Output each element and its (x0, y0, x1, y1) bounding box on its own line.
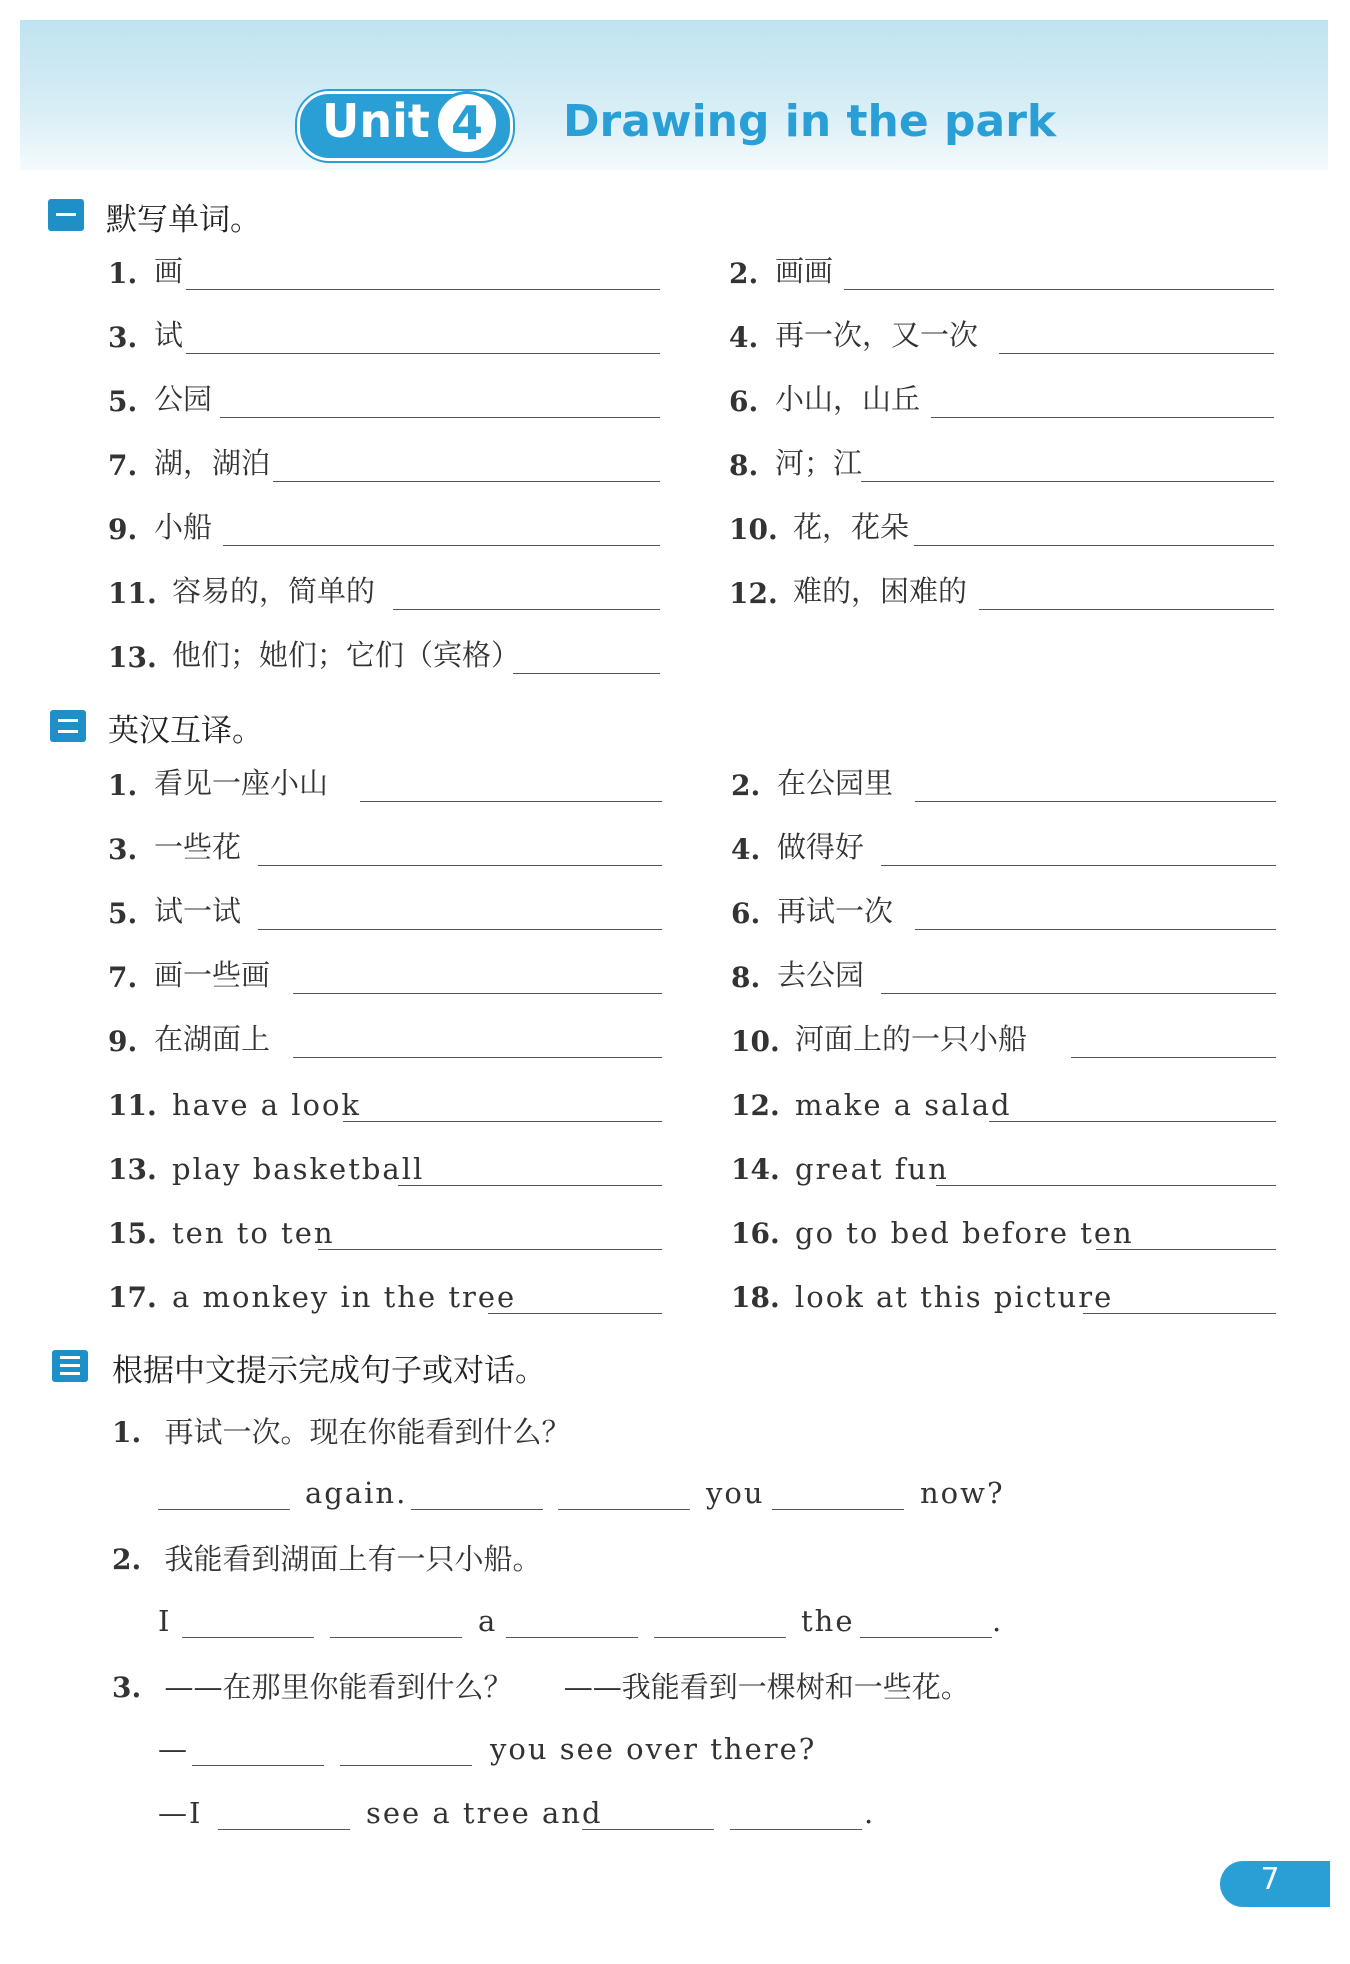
answer-word: you (706, 1476, 765, 1510)
answer-line[interactable] (273, 481, 660, 482)
s2-item-9 (108, 1018, 662, 1066)
item-prompt: 试一试 (154, 894, 242, 928)
item-number: 7. (108, 449, 138, 482)
answer-line[interactable] (915, 801, 1276, 802)
item-number: 3. (108, 833, 138, 866)
dialogue-dash: —I (158, 1796, 203, 1830)
item-prompt: 小山，山丘 (775, 382, 921, 416)
item-number: 11. (108, 577, 157, 610)
item-prompt: go to bed before ten (795, 1216, 1134, 1250)
s2-item-17 (108, 1274, 662, 1322)
item-prompt: 河；江 (775, 446, 863, 480)
item-number: 9. (108, 513, 138, 546)
item-prompt: 看见一座小山 (154, 766, 329, 800)
answer-line[interactable] (931, 417, 1274, 418)
section-two-title: 英汉互译。 (108, 713, 263, 749)
item-prompt: 在湖面上 (154, 1022, 271, 1056)
unit-label: Unit (322, 94, 430, 148)
question-prompt: 我能看到湖面上有一只小船。 (164, 1542, 542, 1576)
item-prompt: 去公园 (777, 958, 865, 992)
unit-number: 4 (435, 91, 499, 155)
answer-line[interactable] (1083, 1313, 1276, 1314)
item-prompt: 试 (154, 318, 184, 352)
answer-line[interactable] (915, 929, 1276, 930)
answer-line[interactable] (488, 1313, 662, 1314)
item-number: 11. (108, 1089, 157, 1122)
item-prompt: 做得好 (777, 830, 865, 864)
answer-line[interactable] (1071, 1057, 1276, 1058)
answer-blank[interactable] (182, 1637, 314, 1638)
item-prompt: 再试一次 (777, 894, 894, 928)
item-prompt: 在公园里 (777, 766, 894, 800)
s3-answer-row-2 (158, 1598, 1058, 1644)
answer-line[interactable] (293, 993, 662, 994)
answer-blank[interactable] (158, 1509, 290, 1510)
answer-line[interactable] (393, 609, 660, 610)
item-prompt: 河面上的一只小船 (795, 1022, 1028, 1056)
s2-item-14 (731, 1146, 1276, 1194)
s1-item-3 (108, 314, 660, 362)
item-number: 5. (108, 385, 138, 418)
s1-item-7 (108, 442, 660, 490)
item-prompt: 他们；她们；它们（宾格） (172, 638, 521, 672)
dialogue-dash: — (158, 1732, 189, 1766)
answer-line[interactable] (318, 1249, 662, 1250)
answer-line[interactable] (223, 545, 660, 546)
answer-line[interactable] (258, 929, 662, 930)
item-number: 7. (108, 961, 138, 994)
answer-blank[interactable] (654, 1637, 786, 1638)
item-number: 16. (731, 1217, 780, 1250)
item-number: 1. (108, 257, 138, 290)
item-number: 6. (729, 385, 759, 418)
answer-line[interactable] (186, 353, 660, 354)
section-one-title: 默写单词。 (106, 202, 261, 238)
s2-item-16 (731, 1210, 1276, 1258)
question-prompt-b: ——我能看到一棵树和一些花。 (563, 1670, 970, 1704)
s3-question-2 (112, 1537, 541, 1578)
s1-item-6 (729, 378, 1274, 426)
section-three-icon (52, 1350, 88, 1382)
item-number: 12. (731, 1089, 780, 1122)
item-number: 15. (108, 1217, 157, 1250)
item-number: 6. (731, 897, 761, 930)
item-prompt: a monkey in the tree (172, 1280, 517, 1314)
answer-line[interactable] (881, 993, 1276, 994)
item-number: 8. (731, 961, 761, 994)
s2-item-11 (108, 1082, 662, 1130)
answer-blank[interactable] (558, 1509, 690, 1510)
answer-blank[interactable] (506, 1637, 638, 1638)
answer-word: see a tree and (366, 1796, 603, 1830)
answer-word: again. (305, 1476, 408, 1510)
item-number: 5. (108, 897, 138, 930)
answer-blank[interactable] (860, 1637, 992, 1638)
item-prompt: ten to ten (172, 1216, 335, 1250)
answer-line[interactable] (979, 609, 1274, 610)
answer-line[interactable] (844, 289, 1274, 290)
s2-item-4 (731, 826, 1276, 874)
answer-word: the (801, 1604, 855, 1638)
answer-word: I (158, 1604, 172, 1638)
item-number: 14. (731, 1153, 780, 1186)
item-prompt: 小船 (154, 510, 213, 544)
item-prompt: make a salad (795, 1088, 1012, 1122)
item-number: 17. (108, 1281, 157, 1314)
item-number: 4. (729, 321, 759, 354)
answer-line[interactable] (513, 673, 660, 674)
s2-item-10 (731, 1018, 1276, 1066)
answer-line[interactable] (258, 865, 662, 866)
item-prompt: 一些花 (154, 830, 242, 864)
item-prompt: 画一些画 (154, 958, 271, 992)
answer-line[interactable] (220, 417, 660, 418)
s1-item-2 (729, 250, 1274, 298)
item-number: 3. (112, 1671, 142, 1704)
item-number: 2. (112, 1543, 142, 1576)
answer-line[interactable] (360, 801, 662, 802)
answer-line[interactable] (914, 545, 1274, 546)
item-number: 10. (731, 1025, 780, 1058)
s2-item-12 (731, 1082, 1276, 1130)
answer-blank[interactable] (411, 1509, 543, 1510)
s2-item-18 (731, 1274, 1276, 1322)
s3-answer-row-3b (158, 1790, 1058, 1836)
item-number: 2. (729, 257, 759, 290)
s1-item-10 (729, 506, 1274, 554)
page-number: 7 (1260, 1862, 1280, 1897)
section-three-title: 根据中文提示完成句子或对话。 (112, 1353, 546, 1389)
item-prompt: 公园 (154, 382, 213, 416)
item-number: 1. (112, 1416, 142, 1449)
answer-line[interactable] (861, 481, 1274, 482)
item-number: 9. (108, 1025, 138, 1058)
item-number: 13. (108, 641, 157, 674)
s2-item-8 (731, 954, 1276, 1002)
answer-word: a (478, 1604, 498, 1638)
answer-blank[interactable] (730, 1829, 862, 1830)
answer-line[interactable] (999, 353, 1274, 354)
s2-item-5 (108, 890, 662, 938)
answer-line[interactable] (343, 1121, 662, 1122)
s3-question-1 (112, 1410, 570, 1451)
answer-blank[interactable] (582, 1829, 714, 1830)
item-prompt: 湖，湖泊 (154, 446, 271, 480)
item-prompt: have a look (172, 1088, 362, 1122)
s2-item-7 (108, 954, 662, 1002)
item-number: 10. (729, 513, 778, 546)
answer-line[interactable] (293, 1057, 662, 1058)
item-number: 13. (108, 1153, 157, 1186)
answer-word: . (864, 1796, 876, 1830)
page-title: Drawing in the park (563, 96, 1057, 147)
item-number: 12. (729, 577, 778, 610)
item-number: 2. (731, 769, 761, 802)
s1-item-11 (108, 570, 660, 618)
s3-answer-row-1 (158, 1470, 1058, 1516)
s1-item-12 (729, 570, 1274, 618)
item-number: 3. (108, 321, 138, 354)
item-prompt: play basketball (172, 1152, 425, 1186)
item-prompt: 画画 (775, 254, 834, 288)
s1-item-13 (108, 634, 660, 682)
s2-item-2 (731, 762, 1276, 810)
s1-item-9 (108, 506, 660, 554)
s2-item-6 (731, 890, 1276, 938)
item-prompt: look at this picture (795, 1280, 1114, 1314)
answer-blank[interactable] (330, 1637, 462, 1638)
answer-blank[interactable] (340, 1765, 472, 1766)
item-prompt: 难的，困难的 (793, 574, 968, 608)
item-number: 1. (108, 769, 138, 802)
answer-line[interactable] (398, 1185, 662, 1186)
s1-item-5 (108, 378, 660, 426)
s1-item-4 (729, 314, 1274, 362)
section-one-icon (48, 199, 84, 231)
answer-line[interactable] (989, 1121, 1276, 1122)
header-band (20, 20, 1328, 170)
s3-question-3 (112, 1665, 970, 1706)
s3-answer-row-3a (158, 1726, 1058, 1772)
item-prompt: 再一次，又一次 (775, 318, 979, 352)
item-prompt: 花，花朵 (793, 510, 910, 544)
s1-item-1 (108, 250, 660, 298)
item-number: 4. (731, 833, 761, 866)
s2-item-1 (108, 762, 662, 810)
answer-line[interactable] (881, 865, 1276, 866)
section-two-icon (50, 710, 86, 742)
item-number: 18. (731, 1281, 780, 1314)
s1-item-8 (729, 442, 1274, 490)
answer-blank[interactable] (772, 1509, 904, 1510)
question-prompt: 再试一次。现在你能看到什么？ (164, 1415, 571, 1449)
item-number: 8. (729, 449, 759, 482)
s2-item-15 (108, 1210, 662, 1258)
s2-item-13 (108, 1146, 662, 1194)
item-prompt: 画 (154, 254, 184, 288)
answer-line[interactable] (186, 289, 660, 290)
item-prompt: great fun (795, 1152, 949, 1186)
answer-line[interactable] (1096, 1249, 1276, 1250)
answer-line[interactable] (936, 1185, 1276, 1186)
s2-item-3 (108, 826, 662, 874)
item-prompt: 容易的，简单的 (172, 574, 376, 608)
answer-word: you see over there? (490, 1732, 817, 1766)
answer-blank[interactable] (218, 1829, 350, 1830)
answer-word: . (992, 1604, 1004, 1638)
answer-word: now? (920, 1476, 1005, 1510)
answer-blank[interactable] (192, 1765, 324, 1766)
question-prompt-a: ——在那里你能看到什么？ (164, 1670, 513, 1704)
